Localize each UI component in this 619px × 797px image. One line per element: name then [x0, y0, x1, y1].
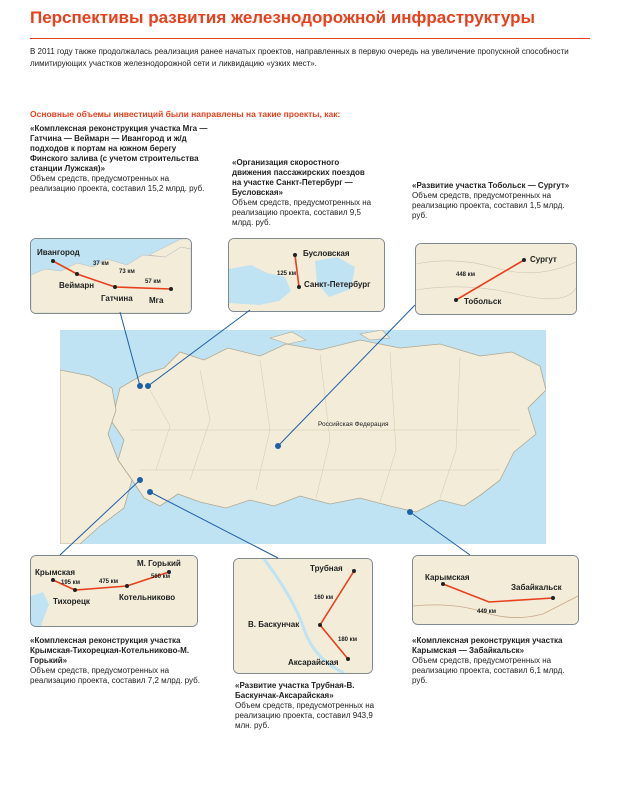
inset-map-gorky: [30, 555, 198, 627]
project-2-description: [232, 158, 372, 228]
station-krymskaya: Крымская: [35, 568, 75, 577]
station-spb: Санкт-Петербург: [304, 280, 371, 289]
project-6-description: [412, 636, 577, 686]
inset-map-mga: [30, 238, 192, 314]
distance-label: 57 км: [145, 279, 161, 285]
project-4-title: «Комплексная реконструкция участка Крымская-Тихорецкая-Котельниково-М. Горький»: [30, 636, 190, 665]
distance-label: 37 км: [93, 261, 109, 267]
russia-map: [60, 330, 546, 544]
title-divider: [30, 38, 590, 39]
project-1-description: [30, 124, 215, 194]
inset-map-aksarayskaya: [233, 558, 373, 674]
project-5-description: [235, 681, 385, 731]
project-5-title: «Развитие участка Трубная-В. Баскунчак-Аксарайская»: [235, 681, 355, 700]
station-m-gorky: М. Горький: [137, 559, 181, 568]
station-gatchina: Гатчина: [101, 294, 133, 303]
distance-label: 125 км: [277, 271, 297, 277]
station-karymskaya: Карымская: [425, 573, 470, 582]
station-v-baskunchak: В. Баскунчак: [248, 620, 300, 629]
distance-label: 560 км: [151, 574, 171, 580]
station-surgut: Сургут: [530, 255, 557, 264]
distance-label: 160 км: [314, 595, 334, 601]
station-tikhoretsk: Тихорецк: [53, 597, 90, 606]
project-6-body: Объем средств, предусмотренных на реализацию проекта, составил 6,1 млрд. руб.: [412, 656, 565, 685]
project-2-body: Объем средств, предусмотренных на реализацию проекта, составил 9,5 млрд. руб.: [232, 198, 372, 227]
station-trubnaya: Трубная: [310, 564, 343, 573]
project-6-title: «Комплексная реконструкция участка Карымская — Забайкальск»: [412, 636, 563, 655]
project-4-description: [30, 636, 210, 686]
project-1-title: «Комплексная реконструкция участка Мга — Гатчина — Веймарн — Ивангород и ж/д подходов к портам на южном берегу Финского залива (с учетом строительства станции Лужская)»: [30, 124, 208, 173]
station-veymarn: Веймарн: [59, 281, 95, 290]
intro-paragraph: В 2011 году также продолжалась реализация ранее начатых проектов, направленных в первую очередь на увеличение пропускной способности лимитирующих участков железнодорожной сети и ликвидацию «узких мест».: [30, 47, 569, 68]
station-kotelnikovo: Котельниково: [119, 593, 176, 602]
distance-label: 475 км: [99, 579, 119, 585]
inset-map-zabaykalsk: [412, 555, 579, 625]
section-subheading: Основные объемы инвестиций были направлены на такие проекты, как:: [30, 109, 341, 119]
station-aksarayskaya: Аксарайская: [288, 658, 339, 667]
station-tobolsk: Тобольск: [464, 297, 502, 306]
map-country-label: Российская Федерация: [318, 421, 389, 428]
station-buslovskaya: Бусловская: [303, 249, 350, 258]
inset-map-buslovskaya: [228, 238, 385, 312]
station-mga: Мга: [149, 296, 164, 305]
page-title: Перспективы развития железнодорожной инфраструктуры: [30, 8, 536, 27]
distance-label: 180 км: [338, 637, 358, 643]
station-ivangorod: Ивангород: [37, 248, 80, 257]
project-2-title: «Организация скоростного движения пассажирских поездов на участке Санкт-Петербург — Бусловская»: [232, 158, 365, 197]
distance-label: 449 км: [477, 609, 497, 615]
project-3-description: [412, 181, 577, 221]
station-zabaykalsk: Забайкальск: [511, 583, 562, 592]
project-5-body: Объем средств, предусмотренных на реализацию проекта, составил 943,9 млн. руб.: [235, 701, 375, 730]
inset-map-surgut: [415, 243, 577, 315]
project-1-body: Объем средств, предусмотренных на реализацию проекта, составил 15,2 млрд. руб.: [30, 174, 205, 193]
distance-label: 73 км: [119, 269, 135, 275]
project-3-title: «Развитие участка Тобольск — Сургут»: [412, 181, 570, 190]
distance-label: 195 км: [61, 580, 81, 586]
project-4-body: Объем средств, предусмотренных на реализацию проекта, составил 7,2 млрд. руб.: [30, 666, 200, 685]
project-3-body: Объем средств, предусмотренных на реализацию проекта, составил 1,5 млрд. руб.: [412, 191, 565, 220]
distance-label: 448 км: [456, 272, 476, 278]
